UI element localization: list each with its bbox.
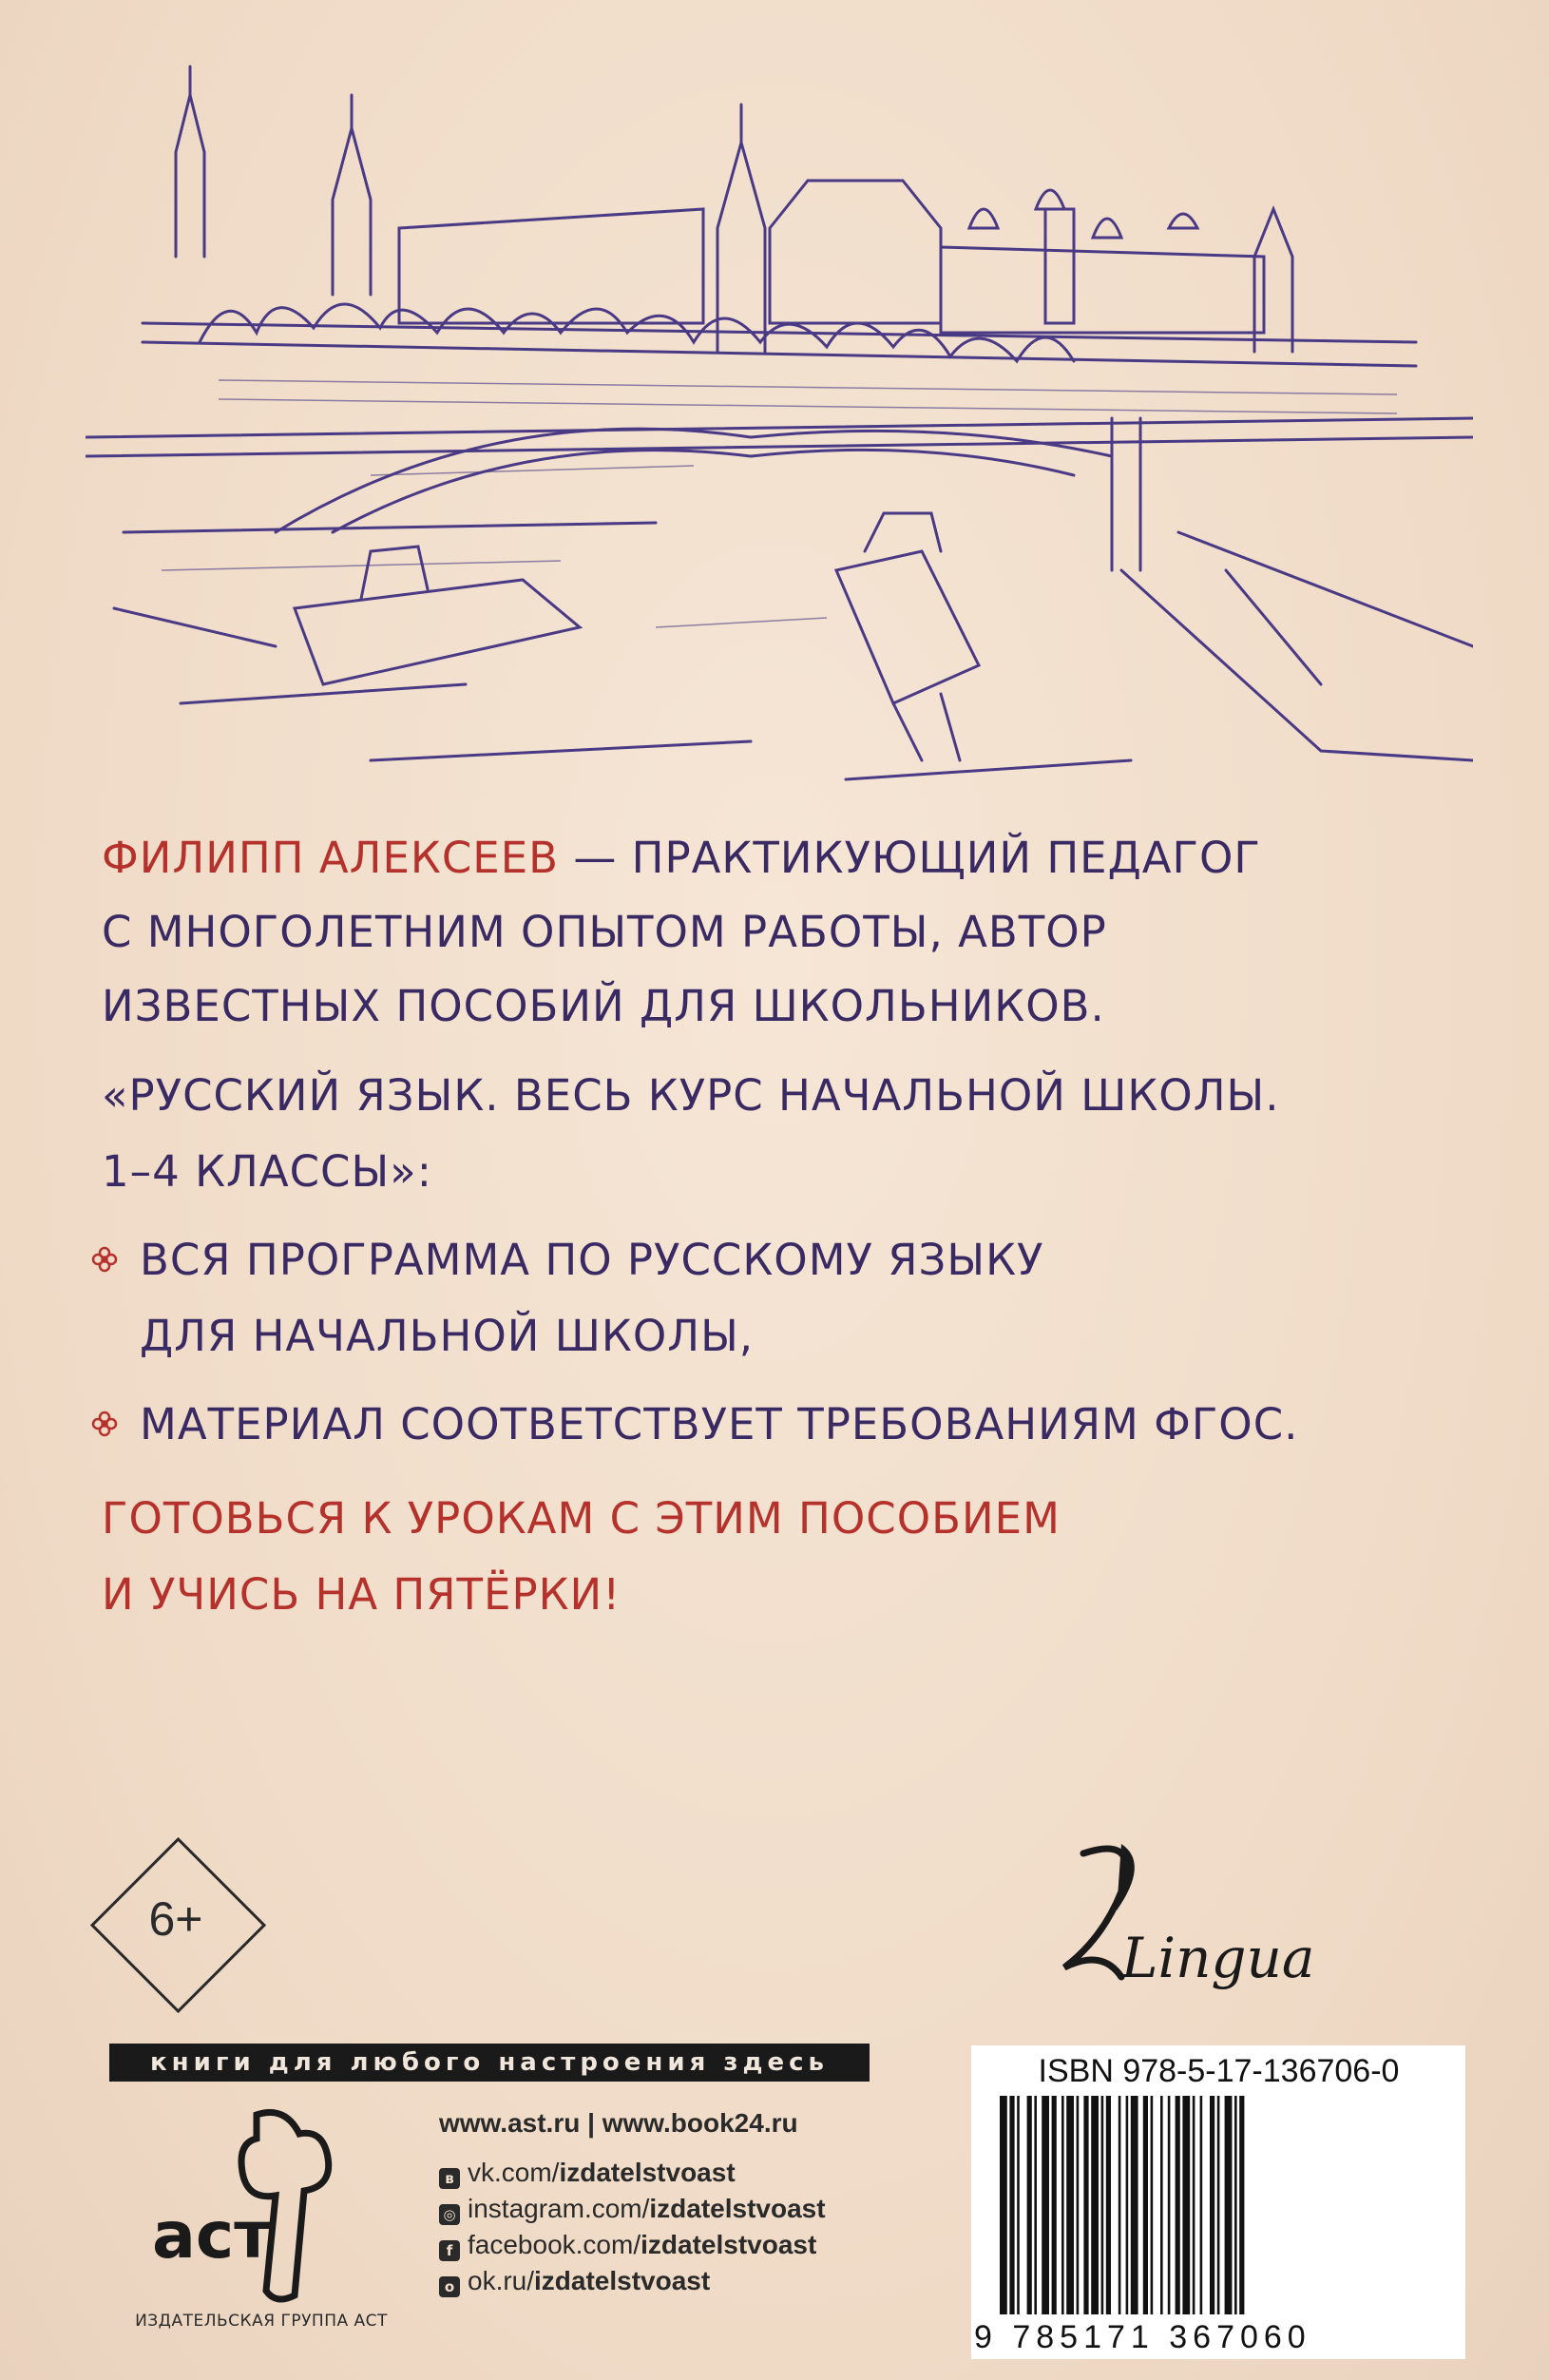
- age-rating-label: 6+: [148, 1892, 203, 1946]
- barcode-bar: [1009, 2096, 1014, 2314]
- barcode-bar: [1042, 2096, 1049, 2314]
- barcode-bar: [1077, 2096, 1080, 2314]
- bullet-2-line-1: МАТЕРИАЛ СООТВЕТСТВУЕТ ТРЕБОВАНИЯМ ФГОС.: [140, 1399, 1299, 1449]
- lingua-logo-icon: [1026, 1825, 1330, 2015]
- bullet-1-line-1: ВСЯ ПРОГРАММА ПО РУССКОМУ ЯЗЫКУ: [140, 1235, 1044, 1285]
- barcode-bar: [1034, 2096, 1037, 2314]
- vk-icon: в: [439, 2168, 460, 2189]
- social-handle: izdatelstvoast: [534, 2266, 711, 2295]
- flower-bullet-icon: [90, 1410, 119, 1438]
- social-link-instagram[interactable]: [439, 2194, 826, 2225]
- social-prefix: facebook.com/: [468, 2230, 641, 2259]
- book-title-line-1: «РУССКИЙ ЯЗЫК. ВЕСЬ КУРС НАЧАЛЬНОЙ ШКОЛЫ.: [102, 1070, 1280, 1121]
- description-line-3: ИЗВЕСТНЫХ ПОСОБИЙ ДЛЯ ШКОЛЬНИКОВ.: [102, 981, 1105, 1031]
- barcode-bar: [1234, 2096, 1237, 2314]
- barcode-bar: [1239, 2096, 1244, 2314]
- author-name: ФИЛИПП АЛЕКСЕЕВ: [102, 833, 560, 883]
- publisher-tagline: книги для любого настроения здесь: [109, 2044, 870, 2082]
- odnoklassniki-icon: о: [439, 2276, 460, 2297]
- barcode-bar: [1083, 2096, 1088, 2314]
- ast-logo-icon: [143, 2105, 342, 2305]
- barcode-bar: [1131, 2096, 1138, 2314]
- barcode-bar: [1210, 2096, 1214, 2314]
- barcode-bar: [1193, 2096, 1195, 2314]
- barcode-bar: [1160, 2096, 1163, 2314]
- barcode-bar: [1101, 2096, 1104, 2314]
- barcode-bar: [1143, 2096, 1148, 2314]
- publisher-websites[interactable]: www.ast.ru | www.book24.ru: [439, 2108, 798, 2138]
- barcode-bar: [1061, 2096, 1064, 2314]
- kremlin-river-sketch-icon: [86, 38, 1473, 798]
- slogan-line-1: ГОТОВЬСЯ К УРОКАМ С ЭТИМ ПОСОБИЕМ: [102, 1493, 1061, 1544]
- barcode-bar: [1066, 2096, 1074, 2314]
- barcode-bar: [1027, 2096, 1032, 2314]
- social-link-odnoklassniki[interactable]: [439, 2266, 710, 2297]
- social-link-facebook[interactable]: [439, 2230, 816, 2261]
- author-role: — ПРАКТИКУЮЩИЙ ПЕДАГОГ: [573, 833, 1261, 883]
- barcode-bar: [1106, 2096, 1111, 2314]
- barcode-bar: [1217, 2096, 1220, 2314]
- publisher-caption: ИЗДАТЕЛЬСКАЯ ГРУППА АСТ: [135, 2312, 388, 2331]
- barcode-bar: [1000, 2096, 1007, 2314]
- isbn-digits: 9 785171 367060: [974, 2319, 1311, 2355]
- barcode-bar: [1168, 2096, 1171, 2314]
- book-title-line-2: 1–4 КЛАССЫ»:: [102, 1146, 432, 1197]
- description-line-2: С МНОГОЛЕТНИМ ОПЫТОМ РАБОТЫ, АВТОР: [102, 907, 1107, 957]
- social-handle: izdatelstvoast: [649, 2194, 826, 2223]
- barcode-bar: [1225, 2096, 1233, 2314]
- barcode-bar: [1151, 2096, 1154, 2314]
- social-prefix: vk.com/: [468, 2158, 560, 2187]
- barcode-bar: [1119, 2096, 1121, 2314]
- social-link-vk[interactable]: [439, 2158, 736, 2189]
- barcode-bar: [1182, 2096, 1190, 2314]
- bullet-1-line-2: ДЛЯ НАЧАЛЬНОЙ ШКОЛЫ,: [140, 1311, 755, 1361]
- barcode-icon: [1000, 2096, 1456, 2314]
- isbn-label: ISBN 978-5-17-136706-0: [1038, 2053, 1400, 2089]
- flower-bullet-icon: [90, 1245, 119, 1274]
- social-handle: izdatelstvoast: [559, 2158, 736, 2187]
- instagram-icon: ◎: [439, 2204, 460, 2225]
- barcode-bar: [1091, 2096, 1099, 2314]
- social-prefix: instagram.com/: [468, 2194, 650, 2223]
- barcode-bar: [1052, 2096, 1057, 2314]
- barcode-bar: [1017, 2096, 1020, 2314]
- ast-logo-text: аст: [152, 2198, 272, 2274]
- barcode-bar: [1126, 2096, 1129, 2314]
- barcode-bar: [1200, 2096, 1203, 2314]
- slogan-line-2: И УЧИСЬ НА ПЯТЁРКИ!: [102, 1569, 622, 1620]
- social-prefix: ok.ru/: [468, 2266, 535, 2295]
- facebook-icon: f: [439, 2240, 460, 2261]
- barcode-bar: [1176, 2096, 1180, 2314]
- social-handle: izdatelstvoast: [641, 2230, 817, 2259]
- lingua-logo-text: Lingua: [1121, 1926, 1315, 1990]
